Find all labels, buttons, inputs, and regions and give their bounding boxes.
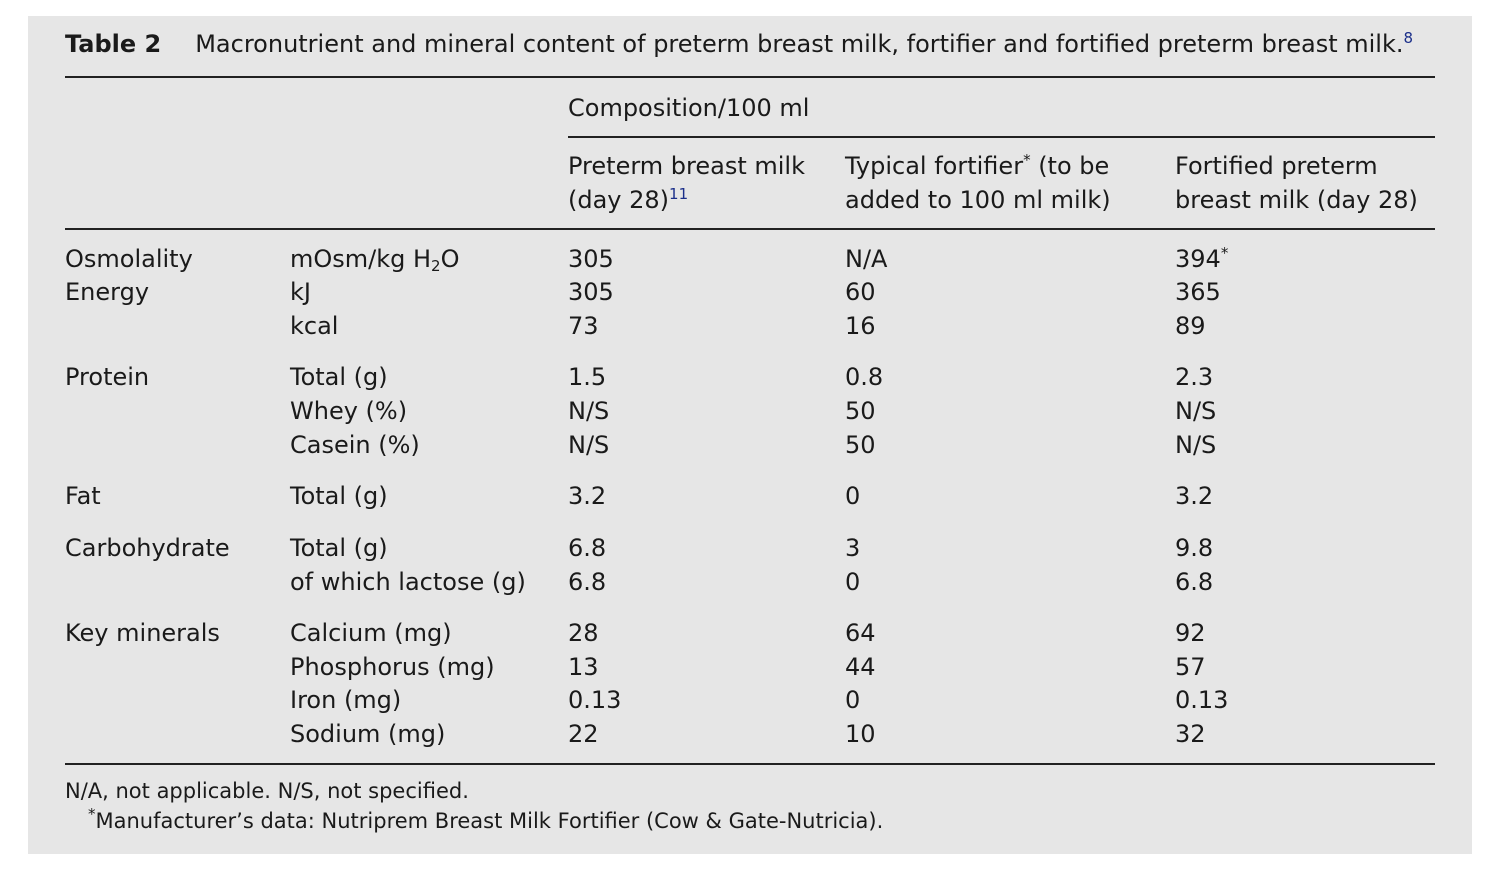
cell-preterm-milk: 305	[568, 278, 614, 306]
cell-fortified-milk: N/S	[1175, 431, 1217, 459]
cell-fortifier: 0	[845, 568, 861, 596]
cell-preterm-milk: 1.5	[568, 363, 607, 391]
cell-fortified-milk: 6.8	[1175, 568, 1214, 596]
row-category: Protein	[65, 363, 150, 391]
table-caption: Macronutrient and mineral content of preterm breast milk, fortifier and fortified preterm breast milk.	[195, 30, 1404, 58]
row-category: Energy	[65, 278, 150, 306]
row-unit: kcal	[290, 312, 339, 340]
header-rule	[65, 228, 1435, 230]
cell-fortified-milk: 2.3	[1175, 363, 1214, 391]
row-category: Carbohydrate	[65, 534, 230, 562]
cell-preterm-milk: 305	[568, 245, 614, 273]
row-unit: Calcium (mg)	[290, 619, 452, 647]
cell-fortifier: 60	[845, 278, 876, 306]
table-label: Table 2	[65, 30, 162, 58]
cell-fortified-milk: 32	[1175, 720, 1206, 748]
row-unit: Whey (%)	[290, 397, 408, 425]
cell-fortifier: 0	[845, 482, 861, 510]
caption-reference[interactable]: 8	[1403, 29, 1414, 47]
column-reference[interactable]: 11	[669, 185, 689, 203]
row-category: Key minerals	[65, 619, 220, 647]
table-panel	[28, 16, 1472, 854]
cell-fortified-milk: 9.8	[1175, 534, 1214, 562]
row-unit: Total (g)	[290, 482, 388, 510]
row-category: Fat	[65, 482, 101, 510]
cell-fortifier: 50	[845, 397, 876, 425]
cell-preterm-milk: N/S	[568, 397, 610, 425]
cell-preterm-milk: N/S	[568, 431, 610, 459]
row-unit: Phosphorus (mg)	[290, 653, 495, 681]
top-rule	[65, 76, 1435, 78]
cell-fortifier: 16	[845, 312, 876, 340]
cell-preterm-milk: 3.2	[568, 482, 607, 510]
cell-fortifier: 64	[845, 619, 876, 647]
footnote-manufacturer: *Manufacturer’s data: Nutriprem Breast Milk Fortifier (Cow & Gate-Nutricia).	[88, 805, 884, 833]
asterisk-mark: *	[1023, 151, 1031, 169]
cell-fortifier: 44	[845, 653, 876, 681]
footnote-abbreviations: N/A, not applicable. N/S, not specified.	[65, 779, 469, 803]
row-unit: kJ	[290, 278, 311, 306]
asterisk-mark: *	[88, 805, 96, 823]
cell-fortified-milk: 3.2	[1175, 482, 1214, 510]
cell-preterm-milk: 6.8	[568, 568, 607, 596]
cell-fortified-milk: 92	[1175, 619, 1206, 647]
asterisk-mark: *	[1220, 244, 1229, 262]
row-unit: mOsm/kg $H_2O$	[290, 245, 460, 275]
cell-fortified-milk: N/S	[1175, 397, 1217, 425]
row-unit: Iron (mg)	[290, 686, 402, 714]
cell-preterm-milk: 22	[568, 720, 599, 748]
cell-fortifier: N/A	[845, 245, 888, 273]
cell-fortifier: 50	[845, 431, 876, 459]
row-unit: Total (g)	[290, 534, 388, 562]
cell-preterm-milk: 6.8	[568, 534, 607, 562]
column-header-fortifier: Typical fortifier* (to be added to 100 ml milk)	[845, 151, 1111, 214]
row-unit: of which lactose (g)	[290, 568, 526, 596]
cell-fortified-milk: 365	[1175, 278, 1221, 306]
column-header-fortified: Fortified preterm breast milk (day 28)	[1175, 152, 1418, 214]
cell-fortifier: 10	[845, 720, 876, 748]
cell-preterm-milk: 28	[568, 619, 599, 647]
cell-fortifier: 0	[845, 686, 861, 714]
cell-preterm-milk: 0.13	[568, 686, 622, 714]
cell-fortified-milk: 394*	[1175, 244, 1229, 273]
row-unit: Total (g)	[290, 363, 388, 391]
cell-fortifier: 0.8	[845, 363, 884, 391]
group-rule	[568, 136, 1435, 138]
row-category: Osmolality	[65, 245, 193, 273]
cell-fortifier: 3	[845, 534, 861, 562]
cell-fortified-milk: 57	[1175, 653, 1206, 681]
cell-preterm-milk: 13	[568, 653, 599, 681]
cell-fortified-milk: 0.13	[1175, 686, 1229, 714]
group-header: Composition/100 ml	[568, 94, 810, 122]
row-unit: Casein (%)	[290, 431, 420, 459]
column-header-preterm: Preterm breast milk (day 28)$^{11}$	[568, 152, 805, 214]
cell-fortified-milk: 89	[1175, 312, 1206, 340]
bottom-rule	[65, 763, 1435, 765]
table-title	[65, 30, 1413, 58]
row-unit: Sodium (mg)	[290, 720, 446, 748]
cell-preterm-milk: 73	[568, 312, 599, 340]
